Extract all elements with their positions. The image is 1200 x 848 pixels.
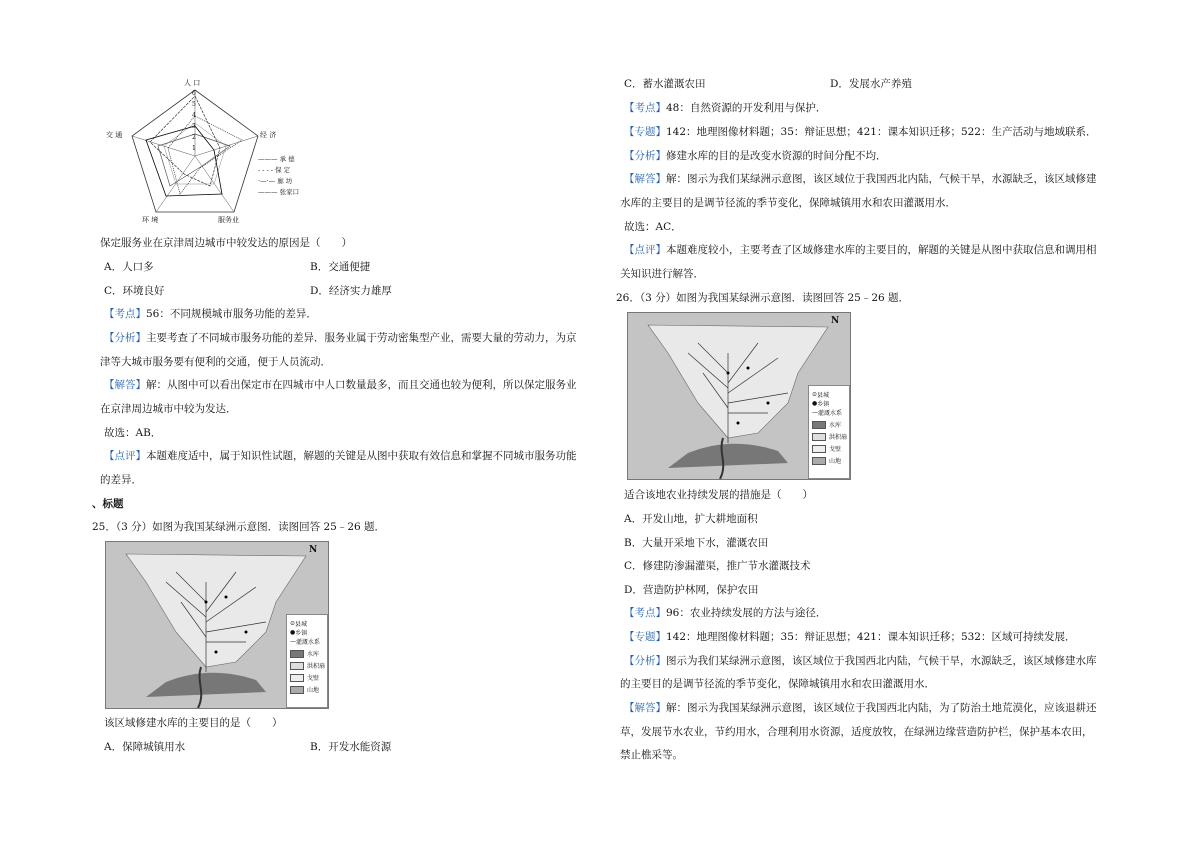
option-c: C．环境良好 [104, 285, 165, 297]
jieda-25: 【解答】解：图示为我们某绿洲示意图，该区域位于我国西北内陆，气候干旱，水源缺乏，该区域修建 [624, 173, 1097, 185]
fenxi-25: 【分析】修建水库的目的是改变水资源的时间分配不均． [624, 150, 887, 162]
fenxi-26: 【分析】图示为我们某绿洲示意图，该区域位于我国西北内陆，气候干旱，水源缺乏，该区域修建水库 [624, 655, 1097, 667]
question-26-text: 适合该地农业持续发展的措施是（ ） [624, 489, 813, 501]
zhuanti-25: 【专题】142：地理图像材料题；35：辩证思想；421：课本知识迁移；522：生产活动与地域联系． [624, 126, 1097, 138]
series-langfang [168, 116, 242, 194]
kaodian-26: 【考点】96：农业持续发展的方法与途径． [624, 607, 827, 619]
question-25: 25．（3 分）如图为我国某绿洲示意图．读图回答 25﹣26 题． [92, 521, 386, 533]
section-heading: 、标题 [92, 498, 124, 510]
question-25-text: 该区域修建水库的主要目的是（ ） [104, 717, 283, 729]
q26-option-d: D．营造防护林网，保护农田 [624, 584, 759, 596]
q26-option-b: B．大量开采地下水，灌溉农田 [624, 537, 769, 549]
q25-option-c: C．蓄水灌溉农田 [624, 78, 706, 90]
tick-label: 3 [192, 123, 196, 130]
map-legend: ⊙ 县城 ● 乡镇 — 灌溉水系 水库 洪积扇 戈壁 山地 [808, 385, 850, 479]
axis-label-economy: 经 济 [260, 131, 277, 139]
legend-langfang: ·—·— 廊 坊 [258, 177, 293, 185]
option-d: D．经济实力雄厚 [310, 285, 392, 297]
jieda-26-cont: 草，发展节水农业，节约用水，合理利用水资源，适度放牧，在绿洲边缘营造防护栏，保护基本农田， [620, 726, 1093, 738]
option-b: B．交通便捷 [310, 261, 371, 273]
legend-baoding: - - - - 保 定 [258, 166, 291, 174]
option-a: A．人口多 [104, 261, 154, 273]
legend-zhangjiakou: ——— 张家口 [258, 188, 300, 196]
axis-label-service: 服务业 [218, 216, 239, 224]
oasis-map-q25 [105, 541, 329, 709]
q26-option-c: C．修建防渗漏灌渠，推广节水灌溉技术 [624, 560, 811, 572]
tick-label: 5 [192, 101, 196, 108]
series-baoding [150, 96, 220, 186]
jieda-cont: 在京津周边城市中较为发达． [100, 403, 237, 415]
fenxi-cont: 津等大城市服务要有便利的交通，便于人员流动． [100, 356, 331, 368]
zhuanti-26: 【专题】142：地理图像材料题；35：辩证思想；421：课本知识迁移；532：区域可持续发展． [624, 631, 1076, 643]
q26-option-a: A．开发山地，扩大耕地面积 [624, 513, 758, 525]
tick-label: 4 [192, 112, 196, 119]
question-26: 26．（3 分）如图为我国某绿洲示意图．读图回答 25﹣26 题． [616, 292, 910, 304]
jieda-26: 【解答】解：图示为我国某绿洲示意图，该区域位于我国西北内陆，为了防治土地荒漠化，应该退耕还 [624, 702, 1097, 714]
legend-chengde: ——— 承 德 [258, 155, 295, 163]
radar-chart [100, 76, 340, 226]
q25-option-b: B．开发水能资源 [310, 741, 392, 753]
dianping-cont: 的差异． [100, 474, 142, 486]
axis-label-environment: 环 境 [142, 216, 159, 224]
oasis-map-q26 [627, 312, 851, 480]
north-arrow-icon: N [309, 545, 318, 555]
jieda-26-cont2: 禁止樵采等。 [620, 749, 683, 761]
jieda: 【解答】解：从图中可以看出保定市在四城市中人口数量最多，而且交通也较为便利，所以保定服务业 [104, 379, 577, 391]
answer: 故选：AB． [104, 427, 162, 439]
axis-label-population: 人 口 [184, 79, 201, 87]
tick-label: 2 [192, 134, 196, 141]
dianping: 【点评】本题难度适中，属于知识性试题，解题的关键是从图中获取有效信息和掌握不同城市服务功能 [104, 450, 577, 462]
axis-label-transport: 交 通 [106, 131, 123, 139]
dianping-25-cont: 关知识进行解答． [620, 268, 704, 280]
q25-option-a: A．保障城镇用水 [104, 741, 186, 753]
answer-25: 故选：AC． [624, 221, 682, 233]
question-text: 保定服务业在京津周边城市中较发达的原因是（ ） [100, 237, 352, 249]
map-legend: ⊙ 县城 ● 乡镇 — 灌溉水系 水库 洪积扇 戈壁 山地 [286, 614, 328, 708]
tick-label: 6 [192, 90, 196, 97]
q25-option-d: D．发展水产养殖 [830, 78, 912, 90]
north-arrow-icon: N [831, 316, 840, 326]
jieda-25-cont: 水库的主要目的是调节径流的季节变化，保障城镇用水和农田灌溉用水． [620, 197, 956, 209]
fenxi-26-cont: 的主要目的是调节径流的季节变化，保障城镇用水和农田灌溉用水． [620, 678, 935, 690]
fenxi: 【分析】主要考查了不同城市服务功能的差异．服务业属于劳动密集型产业，需要大量的劳动力，为京 [104, 332, 577, 344]
tick-label: 1 [192, 145, 196, 152]
kaodian-25: 【考点】48：自然资源的开发利用与保护． [624, 102, 827, 114]
kaodian: 【考点】56：不同规模城市服务功能的差异． [104, 308, 317, 320]
dianping-25: 【点评】本题难度较小，主要考查了区域修建水库的主要目的，解题的关键是从图中获取信息和调用相 [624, 244, 1097, 256]
